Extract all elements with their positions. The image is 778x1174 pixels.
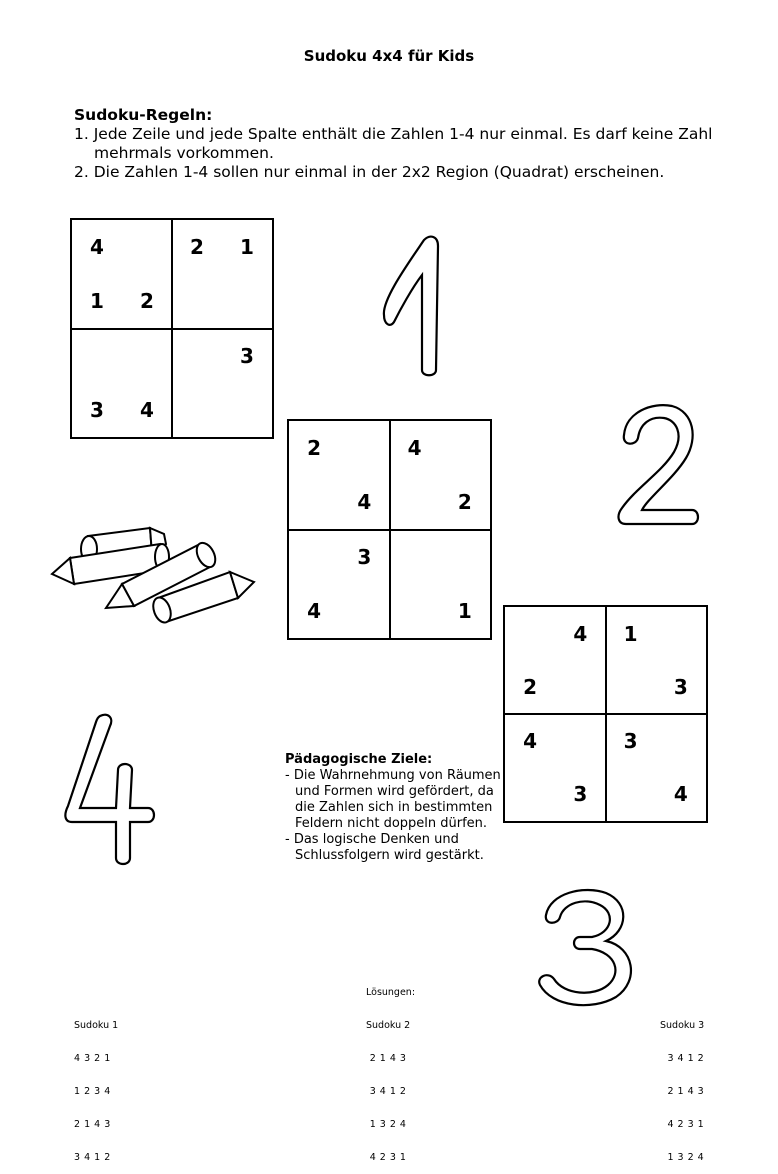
sudoku-cell: 1 — [457, 598, 472, 623]
sudoku-cell: 3 — [357, 544, 372, 569]
sudoku-cell: 3 — [90, 397, 104, 422]
pedagogical-goals — [285, 752, 505, 864]
goal-item-2: - Das logische Denken und Schlussfolgern wird gestärkt. — [285, 832, 484, 863]
solution-name: Sudoku 2 — [366, 1020, 411, 1031]
solution-row: 1 2 3 4 — [74, 1086, 111, 1097]
sudoku-cell: 1 — [623, 621, 638, 646]
sudoku-grid-1 — [70, 218, 274, 439]
sudoku-cell: 1 — [90, 289, 104, 314]
sudoku-cell: 4 — [673, 782, 688, 807]
sudoku-cell: 3 — [240, 343, 254, 368]
sudoku-cell: 2 — [457, 490, 472, 515]
solution-row: 1 3 2 4 — [667, 1152, 705, 1163]
grid-divider-vertical — [389, 421, 391, 638]
solution-block-3 — [660, 998, 704, 1174]
goals-heading: Pädagogische Ziele: — [285, 752, 433, 767]
solution-row: 2 1 4 3 — [667, 1086, 705, 1097]
sudoku-grid-3 — [503, 605, 708, 823]
sudoku-cell: 3 — [573, 782, 588, 807]
solution-row: 4 2 3 1 — [369, 1152, 407, 1163]
solution-row: 3 4 1 2 — [667, 1053, 705, 1064]
solution-row: 3 4 1 2 — [74, 1152, 111, 1163]
sudoku-cell: 2 — [190, 235, 204, 260]
solution-row: 3 4 1 2 — [369, 1086, 407, 1097]
rules-heading: Sudoku-Regeln: — [74, 106, 213, 124]
big-number-two — [612, 400, 702, 530]
crayons-illustration — [40, 514, 270, 624]
sudoku-grid-2 — [287, 419, 492, 640]
solution-block-2 — [366, 998, 410, 1174]
sudoku-cell: 4 — [573, 621, 588, 646]
sudoku-cell: 4 — [523, 728, 538, 753]
sudoku-cell: 4 — [140, 397, 154, 422]
goal-item-1: - Die Wahrnehmung von Räumen und Formen wird gefördert, da die Zahlen sich in bestimmten Feldern nicht doppeln dürfen. — [285, 768, 501, 831]
big-number-three — [532, 885, 642, 1010]
solution-row: 2 1 4 3 — [369, 1053, 407, 1064]
big-number-one — [372, 230, 452, 380]
sudoku-cell: 2 — [307, 436, 322, 461]
solution-block-1 — [74, 998, 118, 1174]
sudoku-cell: 4 — [90, 235, 104, 260]
solution-row: 2 1 4 3 — [74, 1119, 111, 1130]
solution-row: 4 3 2 1 — [74, 1053, 111, 1064]
sudoku-cell: 2 — [140, 289, 154, 314]
sudoku-cell: 4 — [357, 490, 372, 515]
grid-divider-vertical — [171, 220, 173, 437]
solution-name: Sudoku 3 — [660, 1020, 705, 1031]
rule-item-2: 2. Die Zahlen 1-4 sollen nur einmal in der 2x2 Region (Quadrat) erscheinen. — [74, 163, 665, 181]
sudoku-cell: 4 — [307, 598, 322, 623]
rules-section — [74, 106, 714, 182]
solution-row: 4 2 3 1 — [667, 1119, 705, 1130]
sudoku-cell: 4 — [407, 436, 422, 461]
sudoku-cell: 2 — [523, 675, 538, 700]
sudoku-cell: 3 — [623, 728, 638, 753]
sudoku-cell: 1 — [240, 235, 254, 260]
rule-item-1: 1. Jede Zeile und jede Spalte enthält die Zahlen 1-4 nur einmal. Es darf keine Zahl mehrmals vorkommen. — [74, 125, 713, 162]
big-number-four — [62, 710, 162, 870]
grid-divider-vertical — [605, 607, 607, 821]
sudoku-cell: 3 — [673, 675, 688, 700]
solutions-heading: Lösungen: — [366, 987, 416, 998]
solution-name: Sudoku 1 — [74, 1020, 119, 1031]
solution-row: 1 3 2 4 — [369, 1119, 407, 1130]
page-title: Sudoku 4x4 für Kids — [303, 47, 475, 65]
